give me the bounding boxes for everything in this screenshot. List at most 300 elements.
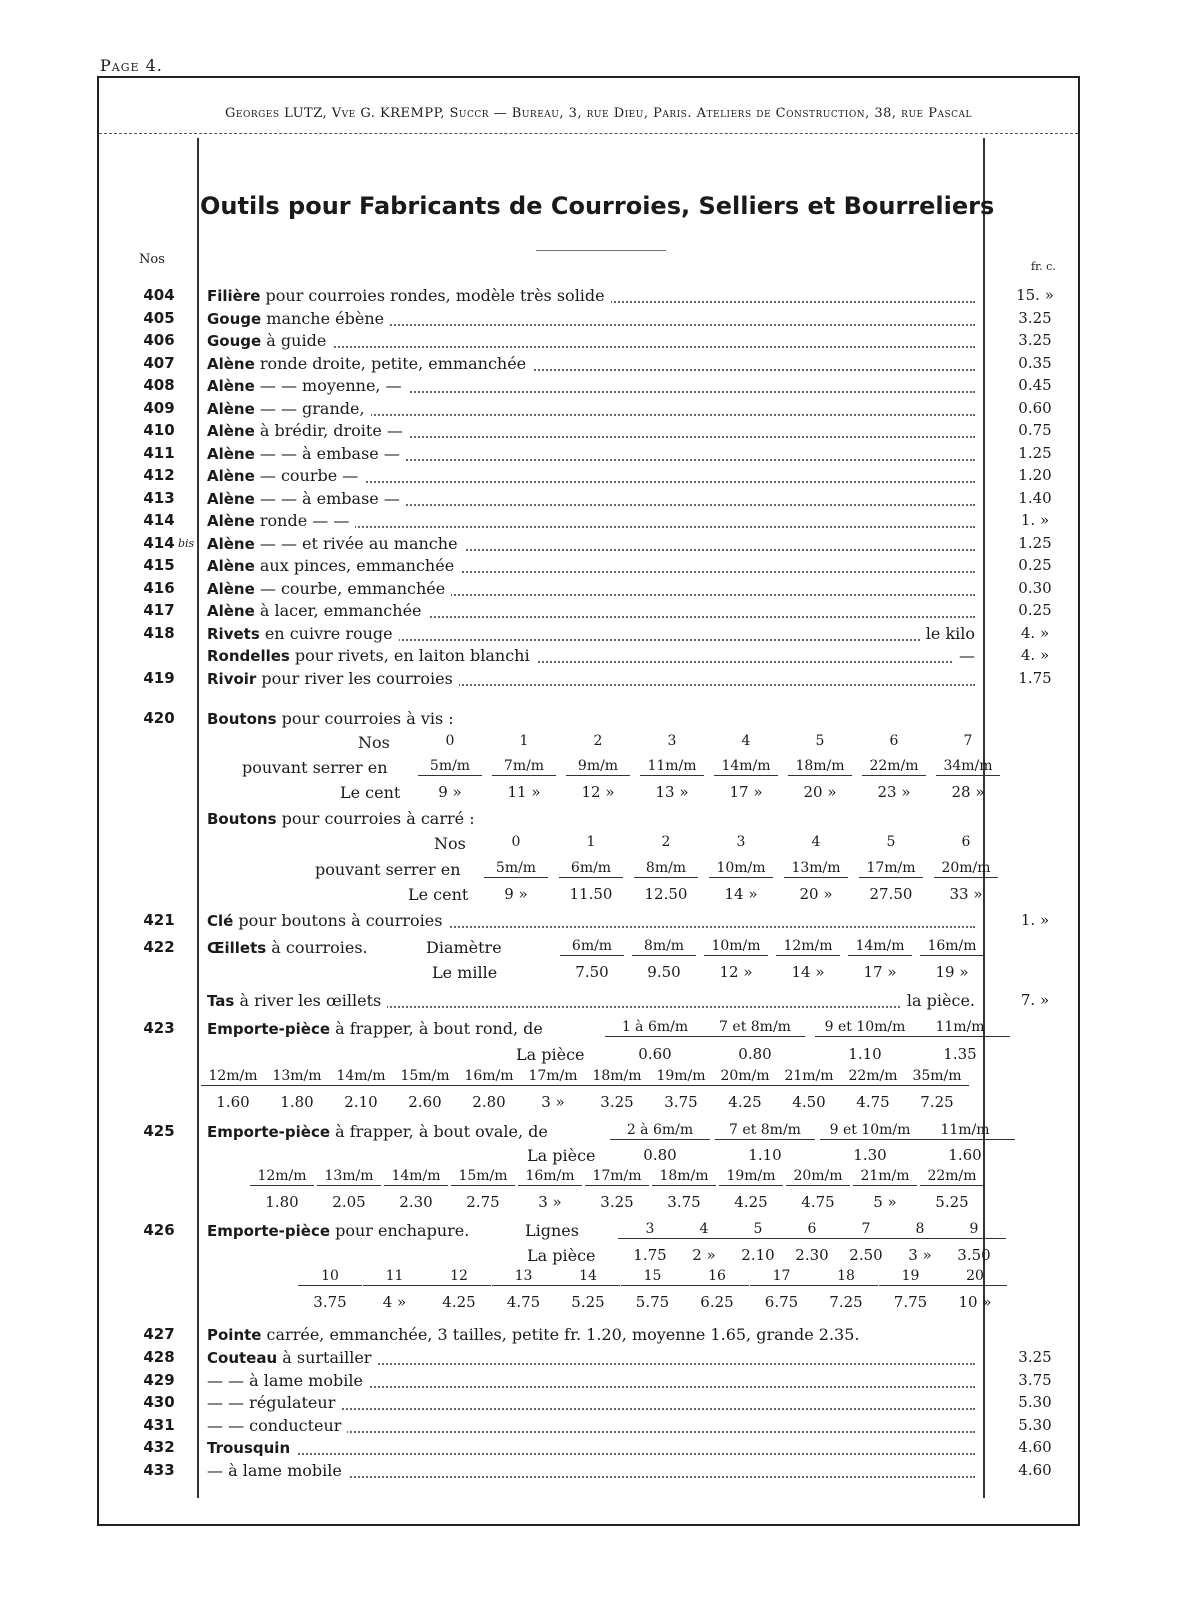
punch-price: 1.30	[853, 1146, 887, 1164]
item-name: Boutons	[207, 810, 277, 828]
punch-size: 21m/m	[777, 1068, 841, 1086]
item-name: Alène	[207, 602, 255, 620]
eyelet-price: 12 »	[719, 963, 753, 981]
item-line	[207, 534, 975, 556]
item-name: Rivets	[207, 624, 260, 643]
item-price: 4. »	[1020, 623, 1050, 642]
item-detail: ronde — —	[254, 511, 350, 530]
item-name: Alène	[207, 422, 255, 440]
punch-size: 2 à 6m/m	[610, 1122, 710, 1140]
item-line	[207, 1348, 975, 1370]
punch-price: 2 »	[692, 1246, 716, 1264]
button-size: 18m/m	[788, 758, 852, 776]
item-name: Emporte-pièce	[207, 1020, 331, 1038]
item-detail: à lacer, emmanchée	[254, 601, 422, 620]
punch-size: 16m/m	[518, 1168, 582, 1186]
item-name: Rivoir	[207, 669, 257, 688]
item-name: Emporte-pièce	[207, 1123, 331, 1141]
item-description	[207, 489, 406, 508]
item-description	[207, 1122, 548, 1141]
punch-price: 2.80	[472, 1093, 506, 1111]
item-number: 414	[143, 533, 175, 552]
punch-size: 35m/m	[905, 1068, 969, 1086]
item-line	[207, 421, 975, 443]
page-number: Page 4.	[100, 56, 163, 75]
item-name: Gouge	[207, 309, 262, 328]
item-line	[207, 466, 975, 488]
item-price: 3.75	[1018, 1370, 1052, 1389]
punch-lines: 13	[492, 1268, 556, 1286]
button-number: 3	[736, 834, 746, 850]
item-detail: — courbe, emmanchée	[254, 578, 446, 598]
item-description	[207, 421, 409, 440]
item-number: 408	[143, 376, 175, 394]
item-number: 409	[143, 398, 175, 417]
item-number: 431	[143, 1415, 175, 1434]
item-name: Alène	[207, 354, 255, 373]
item-price: 3.25	[1018, 308, 1052, 327]
eyelet-size: 16m/m	[920, 938, 984, 956]
item-price: 5.30	[1018, 1393, 1052, 1411]
item-line	[207, 1393, 975, 1415]
diameter-label: Diamètre	[426, 938, 502, 957]
item-price: 4.60	[1018, 1438, 1052, 1456]
item-number: 414	[143, 511, 175, 529]
punch-price: 4.50	[792, 1093, 826, 1111]
item-number: 412	[143, 466, 175, 484]
item-detail: — — à embase —	[254, 443, 400, 463]
button-size: 9m/m	[566, 758, 630, 776]
number-column-rule	[197, 138, 199, 1498]
punch-price: 3 »	[538, 1193, 562, 1211]
punch-price: 4.75	[856, 1093, 890, 1111]
punch-lines: 6	[780, 1221, 844, 1239]
punch-price: 3.75	[667, 1193, 701, 1211]
item-price: 15. »	[1016, 286, 1054, 304]
item-detail: — — régulateur	[207, 1393, 336, 1412]
item-number: 429	[143, 1370, 175, 1389]
punch-price: 3 »	[541, 1093, 565, 1111]
punch-price: 5.75	[635, 1293, 670, 1311]
item-description	[207, 579, 451, 598]
punch-price: 10 »	[958, 1293, 992, 1311]
item-price: 0.25	[1018, 601, 1052, 619]
punch-size: 21m/m	[853, 1168, 917, 1186]
item-detail: à river les œillets	[234, 991, 382, 1010]
item-description	[207, 331, 332, 350]
eyelet-price: 9.50	[647, 963, 681, 981]
punch-price: 2.10	[344, 1093, 378, 1111]
punch-price: 1.60	[948, 1146, 982, 1164]
button-price: 17 »	[729, 783, 763, 801]
item-line	[207, 489, 975, 511]
punch-price: 5.25	[571, 1293, 605, 1311]
punch-price: 2.30	[399, 1193, 433, 1211]
item-detail: — à lame mobile	[207, 1460, 342, 1480]
button-size: 20m/m	[934, 860, 998, 878]
item-name: Alène	[207, 377, 255, 395]
punch-price: 1.80	[265, 1193, 299, 1211]
punch-price: 1.10	[848, 1045, 882, 1063]
price-label: Le cent	[408, 885, 469, 904]
button-size: 13m/m	[784, 860, 848, 878]
item-detail: pour courroies à vis :	[276, 709, 454, 728]
item-name: Filière	[207, 287, 261, 305]
punch-price: 5.25	[935, 1193, 969, 1211]
punch-price: 2.10	[741, 1246, 775, 1264]
item-number: 430	[143, 1393, 175, 1411]
button-price: 14 »	[724, 885, 758, 903]
item-unit: la pièce.	[901, 991, 975, 1010]
punch-price: 1.35	[943, 1045, 977, 1063]
size-label: pouvant serrer en	[242, 758, 388, 777]
button-number: 2	[593, 733, 603, 749]
punch-size: 20m/m	[713, 1068, 777, 1086]
punch-size: 11m/m	[915, 1122, 1015, 1140]
button-number: 2	[661, 834, 671, 850]
item-name: Alène	[207, 557, 255, 575]
punch-size: 13m/m	[265, 1068, 329, 1086]
button-size: 6m/m	[559, 860, 623, 878]
item-line	[207, 1461, 975, 1483]
item-line	[207, 991, 975, 1013]
item-number: 421	[143, 911, 175, 929]
item-description	[207, 556, 460, 575]
punch-size: 12m/m	[201, 1068, 265, 1086]
punch-price: 6.75	[764, 1293, 799, 1311]
punch-lines: 5	[726, 1221, 790, 1239]
button-size: 22m/m	[862, 758, 926, 776]
item-description	[207, 1325, 859, 1344]
item-line	[207, 376, 975, 398]
item-description	[207, 1019, 543, 1038]
item-number: 413	[143, 488, 175, 507]
item-number: 428	[143, 1348, 175, 1366]
item-detail: ronde droite, petite, emmanchée	[254, 353, 527, 373]
eyelet-size: 14m/m	[848, 938, 912, 956]
item-line	[207, 579, 975, 601]
item-detail: — — conducteur	[207, 1415, 342, 1435]
item-line	[207, 911, 975, 933]
item-detail: manche ébène	[261, 308, 385, 328]
item-description	[207, 466, 364, 485]
item-description	[207, 938, 368, 957]
punch-lines: 12	[427, 1268, 491, 1286]
numbers-column-header: Nos	[139, 252, 165, 267]
item-detail: pour river les courroies	[256, 668, 453, 688]
button-number: 0	[511, 834, 521, 850]
item-description	[207, 601, 428, 620]
item-number: 407	[143, 353, 175, 372]
item-line	[207, 444, 975, 466]
item-number: 420	[143, 709, 175, 727]
item-name: Emporte-pièce	[207, 1222, 331, 1240]
punch-price: 7.25	[920, 1093, 954, 1111]
button-size: 5m/m	[484, 860, 548, 878]
item-line	[207, 1371, 975, 1393]
button-price: 9 »	[438, 783, 462, 801]
item-description	[207, 809, 475, 828]
lines-label: Lignes	[525, 1221, 579, 1240]
item-price: 0.30	[1018, 578, 1052, 597]
item-description	[207, 1371, 369, 1390]
button-price: 23 »	[877, 783, 911, 801]
item-detail: en cuivre rouge	[259, 623, 393, 643]
item-unit: —	[953, 646, 975, 665]
button-size: 14m/m	[714, 758, 778, 776]
punch-lines: 7	[834, 1221, 898, 1239]
item-name: Alène	[207, 534, 255, 553]
item-line	[207, 556, 975, 578]
item-detail: — — à embase —	[254, 488, 400, 508]
item-name: Clé	[207, 912, 234, 930]
price-label: Le cent	[340, 783, 401, 802]
size-label: pouvant serrer en	[315, 860, 461, 879]
punch-size: 20m/m	[786, 1168, 850, 1186]
punch-price: 0.60	[638, 1045, 672, 1063]
item-description	[207, 709, 454, 728]
item-price: 0.35	[1018, 353, 1052, 372]
punch-price: 0.80	[643, 1146, 677, 1164]
item-number-suffix: bis	[178, 536, 195, 550]
eyelet-price: 17 »	[863, 963, 897, 981]
price-label: Le mille	[432, 963, 498, 982]
punch-price: 4.25	[728, 1093, 762, 1111]
punch-price: 2.50	[849, 1246, 883, 1264]
item-price: 1.25	[1018, 533, 1052, 552]
punch-size: 11m/m	[910, 1019, 1010, 1037]
company-header: Georges LUTZ, Vve G. KREMPP, Succr — Bureau, 3, rue Dieu, Paris. Ateliers de Construction, 38, rue Pascal	[224, 106, 973, 121]
button-price: 27.50	[869, 885, 913, 903]
punch-lines: 11	[363, 1268, 427, 1286]
button-price: 11 »	[507, 783, 541, 801]
item-description	[207, 1348, 377, 1367]
item-detail: pour courroies rondes, modèle très solide	[260, 286, 605, 305]
item-detail: — — moyenne, —	[254, 376, 402, 395]
punch-size: 22m/m	[920, 1168, 984, 1186]
punch-lines: 15	[621, 1268, 685, 1286]
item-number: 405	[143, 308, 175, 327]
item-price: 1.20	[1018, 466, 1052, 484]
button-number: 5	[886, 834, 896, 850]
item-description	[207, 354, 532, 373]
punch-size: 14m/m	[384, 1168, 448, 1186]
punch-size: 12m/m	[250, 1168, 314, 1186]
button-size: 10m/m	[709, 860, 773, 878]
item-line	[207, 354, 975, 376]
punch-size: 16m/m	[457, 1068, 521, 1086]
item-number: 422	[143, 938, 175, 956]
punch-price: 2.05	[332, 1193, 366, 1211]
punch-size: 1 à 6m/m	[605, 1019, 705, 1037]
eyelet-size: 8m/m	[632, 938, 696, 956]
punch-lines: 18	[814, 1268, 878, 1286]
item-name: Tas	[207, 992, 235, 1010]
punch-price: 4.25	[734, 1193, 768, 1211]
button-price: 28 »	[951, 783, 985, 801]
punch-lines: 19	[879, 1268, 943, 1286]
punch-price: 4.75	[801, 1193, 835, 1211]
punch-lines: 14	[556, 1268, 620, 1286]
item-description	[207, 1438, 296, 1457]
item-detail: à frapper, à bout rond, de	[330, 1019, 543, 1038]
punch-size: 7 et 8m/m	[705, 1019, 805, 1037]
punch-price: 3.50	[957, 1246, 991, 1264]
item-price: 0.45	[1018, 376, 1052, 394]
item-line	[207, 331, 975, 353]
item-number: 417	[143, 601, 175, 619]
item-description	[207, 1221, 469, 1240]
punch-lines: 8	[888, 1221, 952, 1239]
item-line	[207, 511, 975, 533]
eyelet-price: 14 »	[791, 963, 825, 981]
punch-size: 18m/m	[652, 1168, 716, 1186]
item-number: 406	[143, 331, 175, 349]
button-size: 8m/m	[634, 860, 698, 878]
price-column-header: fr. c.	[1031, 260, 1056, 273]
punch-size: 15m/m	[451, 1168, 515, 1186]
item-description	[207, 309, 390, 328]
punch-size: 18m/m	[585, 1068, 649, 1086]
item-name: Alène	[207, 489, 255, 508]
item-line	[207, 1438, 975, 1460]
item-description	[207, 1461, 348, 1480]
item-description	[207, 286, 611, 305]
item-name: Pointe	[207, 1326, 262, 1344]
punch-price: 2.60	[408, 1093, 442, 1111]
punch-size: 19m/m	[649, 1068, 713, 1086]
item-line	[207, 309, 975, 331]
punch-price: 4.75	[506, 1293, 541, 1311]
item-price: 0.75	[1018, 421, 1052, 439]
item-price: 7. »	[1020, 991, 1050, 1009]
punch-price: 0.80	[738, 1045, 772, 1063]
item-name: Alène	[207, 512, 255, 530]
punch-price: 7.25	[829, 1293, 863, 1311]
punch-price: 1.80	[280, 1093, 314, 1111]
item-number: 418	[143, 623, 175, 642]
item-line	[207, 286, 975, 308]
punch-price: 1.75	[633, 1246, 667, 1264]
button-size: 7m/m	[492, 758, 556, 776]
item-number: 411	[143, 443, 175, 462]
item-name: Alène	[207, 467, 255, 485]
punch-size: 19m/m	[719, 1168, 783, 1186]
catalog-title: Outils pour Fabricants de Courroies, Selliers et Bourreliers	[200, 192, 995, 220]
button-price: 13 »	[655, 783, 689, 801]
item-unit: le kilo	[920, 624, 975, 643]
item-number: 425	[143, 1122, 175, 1140]
nos-label: Nos	[358, 733, 390, 752]
item-price: 0.25	[1018, 556, 1052, 574]
item-price: 4. »	[1020, 646, 1050, 664]
item-detail: — courbe —	[254, 466, 359, 485]
punch-price: 3 »	[908, 1246, 932, 1264]
punch-price: 3.25	[600, 1093, 634, 1111]
item-detail: à brédir, droite —	[254, 421, 403, 440]
punch-size: 9 et 10m/m	[820, 1122, 920, 1140]
button-number: 4	[811, 834, 821, 850]
item-price: 0.60	[1018, 398, 1052, 417]
punch-size: 14m/m	[329, 1068, 393, 1086]
item-name: Rondelles	[207, 647, 290, 665]
punch-size: 15m/m	[393, 1068, 457, 1086]
item-detail: — — grande,	[254, 398, 365, 418]
item-name: Alène	[207, 399, 255, 418]
item-number: 423	[143, 1019, 175, 1037]
eyelet-price: 7.50	[575, 963, 609, 981]
item-name: Gouge	[207, 332, 262, 350]
punch-price: 3.75	[664, 1093, 698, 1111]
eyelet-price: 19 »	[935, 963, 969, 981]
item-description	[207, 669, 459, 688]
eyelet-size: 12m/m	[776, 938, 840, 956]
button-price: 33 »	[949, 885, 983, 903]
item-line	[207, 669, 975, 691]
item-description	[207, 1393, 341, 1412]
punch-price: 6.25	[700, 1293, 734, 1311]
item-price: 1.75	[1018, 668, 1052, 687]
punch-price: 2.30	[795, 1246, 829, 1264]
price-label: La pièce	[527, 1146, 596, 1165]
item-description	[207, 1416, 347, 1435]
button-price: 12.50	[644, 885, 688, 903]
punch-price: 3.25	[600, 1193, 634, 1211]
header-divider	[99, 133, 1078, 134]
punch-size: 17m/m	[521, 1068, 585, 1086]
item-price: 1. »	[1020, 911, 1050, 929]
item-number: 433	[143, 1460, 175, 1479]
item-line	[207, 646, 975, 668]
item-description	[207, 444, 406, 463]
punch-price: 7.75	[893, 1293, 928, 1311]
punch-price: 1.60	[216, 1093, 250, 1111]
punch-size: 13m/m	[317, 1168, 381, 1186]
item-description	[207, 624, 399, 643]
punch-lines: 20	[943, 1268, 1007, 1286]
button-number: 1	[586, 834, 596, 850]
item-line	[207, 601, 975, 623]
button-size: 11m/m	[640, 758, 704, 776]
leader-dots	[207, 1453, 975, 1455]
item-price: 5.30	[1018, 1415, 1052, 1434]
button-number: 1	[519, 733, 529, 749]
item-description	[207, 399, 371, 418]
item-description	[207, 911, 448, 930]
item-name: Alène	[207, 579, 255, 598]
item-detail: aux pinces, emmanchée	[254, 556, 455, 575]
punch-size: 9 et 10m/m	[815, 1019, 915, 1037]
item-price: 3.25	[1018, 331, 1052, 349]
button-price: 12 »	[581, 783, 615, 801]
button-price: 20 »	[803, 783, 837, 801]
item-detail: pour boutons à courroies	[233, 911, 443, 930]
punch-lines: 10	[298, 1268, 362, 1286]
nos-label: Nos	[434, 834, 466, 853]
punch-lines: 17	[750, 1268, 814, 1286]
item-detail: pour courroies à carré :	[276, 809, 475, 828]
punch-lines: 9	[942, 1221, 1006, 1239]
punch-price: 3.75	[313, 1293, 347, 1311]
item-price: 1.40	[1018, 488, 1052, 507]
punch-price: 1.10	[748, 1146, 782, 1164]
eyelet-size: 6m/m	[560, 938, 624, 956]
punch-lines: 3	[618, 1221, 682, 1239]
price-label: La pièce	[527, 1246, 596, 1265]
item-description	[207, 511, 355, 530]
button-price: 20 »	[799, 885, 833, 903]
punch-price: 5 »	[873, 1193, 897, 1211]
